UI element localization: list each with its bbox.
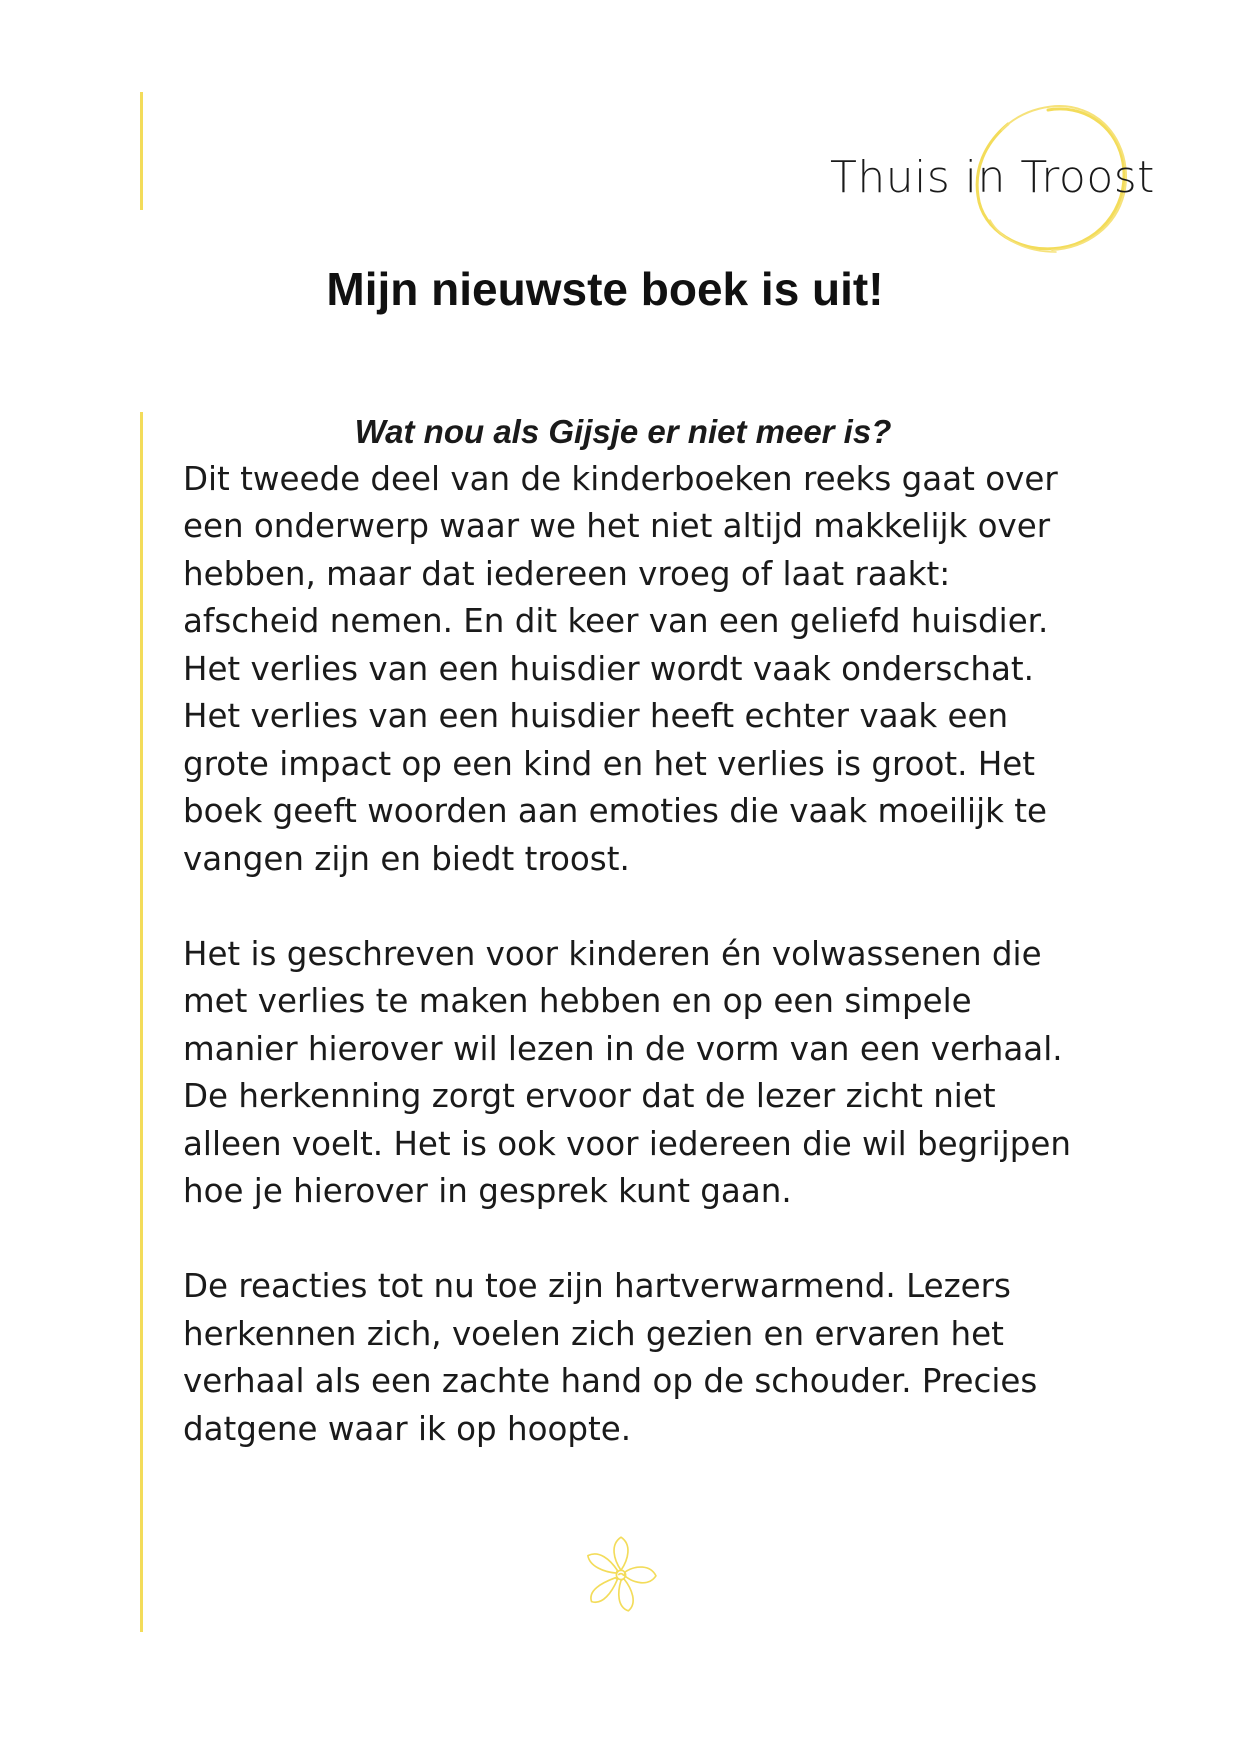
- top-accent-line: [140, 92, 143, 210]
- text-line: hebben, maar dat iedereen vroeg of laat raakt:: [183, 554, 951, 593]
- text-line: herkennen zich, voelen zich gezien en ervaren het: [183, 1314, 1004, 1353]
- text-line: Dit tweede deel van de kinderboeken reeks gaat over: [183, 459, 1058, 498]
- text-line: verhaal als een zachte hand op de schouder. Precies: [183, 1362, 1038, 1400]
- paragraph: [183, 456, 1143, 884]
- text-line: manier hierover wil lezen in de vorm van een verhaal.: [183, 1029, 1063, 1068]
- text-line: met verlies te maken hebben en op een simpele: [183, 982, 972, 1020]
- text-line: Het is geschreven voor kinderen én volwassenen die: [183, 934, 1042, 973]
- page-title: Mijn nieuwste boek is uit!: [326, 263, 884, 315]
- text-line: grote impact op een kind en het verlies is groot. Het: [183, 744, 1035, 783]
- text-line: Het verlies van een huisdier wordt vaak onderschat.: [183, 649, 1034, 688]
- text-line: hoe je hierover in gesprek kunt gaan.: [183, 1172, 792, 1210]
- text-line: datgene waar ik op hoopte.: [183, 1409, 632, 1448]
- text-line: De reacties tot nu toe zijn hartverwarmend. Lezers: [183, 1267, 1011, 1305]
- text-line: een onderwerp waar we het niet altijd makkelijk over: [183, 507, 1051, 545]
- book-title: Wat nou als Gijsje er niet meer is?: [354, 413, 892, 450]
- text-line: afscheid nemen. En dit keer van een geliefd huisdier.: [183, 602, 1049, 640]
- text-line: De herkenning zorgt ervoor dat de lezer zicht niet: [183, 1077, 996, 1115]
- text-line: Het verlies van een huisdier heeft echter vaak een: [183, 697, 1009, 735]
- content-accent-line: [140, 412, 143, 1632]
- text-line: boek geeft woorden aan emoties die vaak moeilijk te: [183, 792, 1047, 830]
- brand-name: Thuis in Troost: [830, 152, 1155, 203]
- flower-icon: [575, 1528, 667, 1620]
- paragraph: [183, 1263, 1143, 1453]
- paragraph: [183, 931, 1143, 1216]
- text-line: vangen zijn en biedt troost.: [183, 839, 630, 878]
- article-body: [183, 456, 1143, 1454]
- text-line: alleen voelt. Het is ook voor iedereen die wil begrijpen: [183, 1124, 1071, 1163]
- article-content: [183, 408, 1143, 1501]
- brand-logo: [820, 100, 1155, 260]
